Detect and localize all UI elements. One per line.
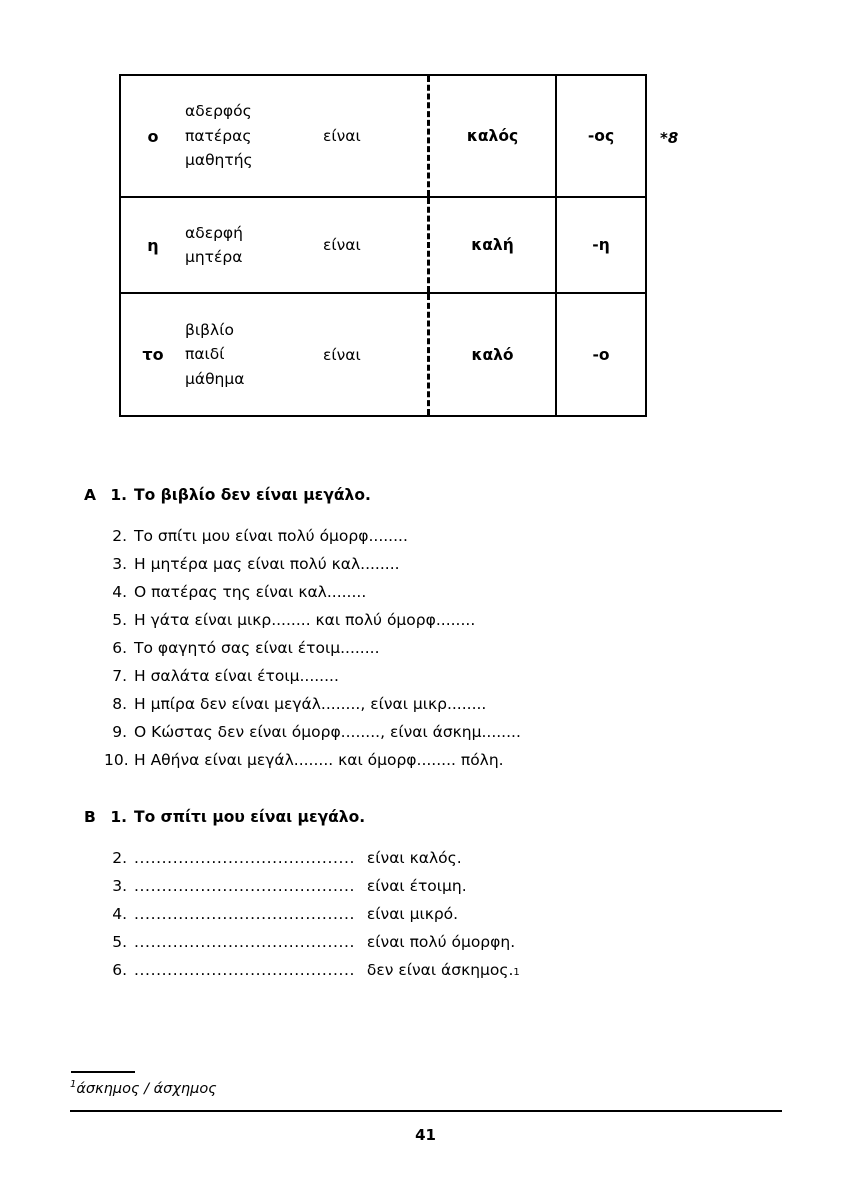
item-number: 10. (104, 751, 129, 769)
noun-item: πατέρας (185, 126, 252, 145)
table-row (121, 76, 645, 198)
answer-blank[interactable]: ........................................ (134, 879, 356, 895)
table-cell-adjective: καλός (427, 76, 555, 196)
item-number: 3. (112, 555, 127, 573)
footnote-reference: 1 (513, 967, 520, 978)
table-cell-article: το (142, 345, 164, 364)
table-row (121, 198, 645, 294)
noun-item: βιβλίο (185, 320, 234, 339)
item-text: Η μητέρα μας είναι πολύ καλ........ (134, 555, 400, 573)
exercise-item (84, 529, 784, 557)
table-cell-nouns (185, 99, 317, 172)
answer-blank[interactable]: ........................................ (134, 963, 356, 979)
exercise-letter: A (84, 486, 96, 504)
table-row (121, 294, 645, 415)
exercise-item (84, 935, 784, 963)
exercise-item (84, 810, 784, 838)
item-text: δεν είναι άσκημος. (362, 961, 514, 979)
exercise-item (84, 669, 784, 697)
noun-item: αδερφός (185, 102, 252, 121)
footnote-body: άσκημος / άσχημος (76, 1080, 217, 1097)
exercise-item (84, 879, 784, 907)
table-cell-verb: είναι (323, 127, 361, 145)
exercise-letter: B (84, 808, 96, 826)
item-text: είναι μικρό. (362, 905, 459, 923)
table-cell-adjective: καλή (427, 198, 555, 292)
table-cell-adjective: καλό (427, 294, 555, 415)
item-text: είναι έτοιμη. (362, 877, 467, 895)
exercise-item (84, 851, 784, 879)
item-text: Ο πατέρας της είναι καλ........ (134, 583, 367, 601)
item-number: 1. (110, 486, 127, 504)
table-cell-nouns (185, 221, 317, 270)
answer-blank[interactable]: ........................................ (134, 907, 356, 923)
item-text: Η γάτα είναι μικρ........ και πολύ όμορφ........ (134, 611, 476, 629)
exercise-b (84, 810, 784, 991)
footnote-marker: 1 (70, 1079, 77, 1090)
item-text: Το βιβλίο δεν είναι μεγάλο. (134, 486, 371, 504)
footnote (70, 1079, 217, 1097)
noun-item: μητέρα (185, 248, 243, 266)
noun-item: μάθημα (185, 369, 245, 388)
exercise-item (84, 725, 784, 753)
exercise-item (84, 557, 784, 585)
table-cell-ending: -ος (555, 76, 645, 196)
answer-blank[interactable]: ........................................ (134, 935, 356, 951)
exercise-a (84, 488, 784, 781)
item-text: Η σαλάτα είναι έτοιμ........ (134, 667, 339, 685)
table-reference-note: *8 (660, 129, 679, 147)
item-number: 5. (112, 611, 127, 629)
grammar-table (119, 74, 647, 417)
noun-item: αδερφή (185, 223, 243, 242)
item-text: Ο Κώστας δεν είναι όμορφ........, είναι άσκημ........ (134, 723, 521, 741)
exercise-item (84, 753, 784, 781)
exercise-item (84, 613, 784, 641)
exercise-item (84, 641, 784, 669)
item-number: 4. (112, 905, 127, 923)
item-text: Το φαγητό σας είναι έτοιμ........ (134, 639, 380, 657)
table-cell-verb: είναι (323, 236, 361, 254)
table-cell-ending: -η (555, 198, 645, 292)
exercise-item (84, 488, 784, 516)
page-footer-rule (70, 1110, 782, 1112)
item-text: Η μπίρα δεν είναι μεγάλ........, είναι μικρ........ (134, 695, 487, 713)
table-cell-ending: -ο (555, 294, 645, 415)
item-number: 9. (112, 723, 127, 741)
table-cell-verb: είναι (323, 345, 361, 364)
item-number: 6. (112, 961, 127, 979)
item-text: είναι πολύ όμορφη. (362, 933, 516, 951)
noun-item: παιδί (185, 345, 225, 364)
table-cell-article: ο (147, 126, 159, 146)
item-number: 3. (112, 877, 127, 895)
noun-item: μαθητής (185, 151, 253, 170)
item-text: είναι καλός. (362, 849, 462, 867)
item-number: 2. (112, 849, 127, 867)
item-number: 7. (112, 667, 127, 685)
item-text: Το σπίτι μου είναι μεγάλο. (134, 808, 366, 826)
exercise-item (84, 963, 784, 991)
item-number: 4. (112, 583, 127, 601)
answer-blank[interactable]: ........................................ (134, 851, 356, 867)
item-number: 1. (110, 808, 127, 826)
item-text: Το σπίτι μου είναι πολύ όμορφ........ (134, 527, 408, 545)
table-cell-nouns (185, 318, 317, 391)
item-text: Η Αθήνα είναι μεγάλ........ και όμορφ........ πόλη. (134, 751, 504, 769)
table-cell-article: η (147, 235, 159, 255)
page-number: 41 (415, 1126, 436, 1144)
item-number: 6. (112, 639, 127, 657)
exercise-item (84, 697, 784, 725)
item-number: 2. (112, 527, 127, 545)
footnote-separator-rule (71, 1071, 135, 1073)
item-number: 8. (112, 695, 127, 713)
exercise-item (84, 585, 784, 613)
item-number: 5. (112, 933, 127, 951)
exercise-item (84, 907, 784, 935)
